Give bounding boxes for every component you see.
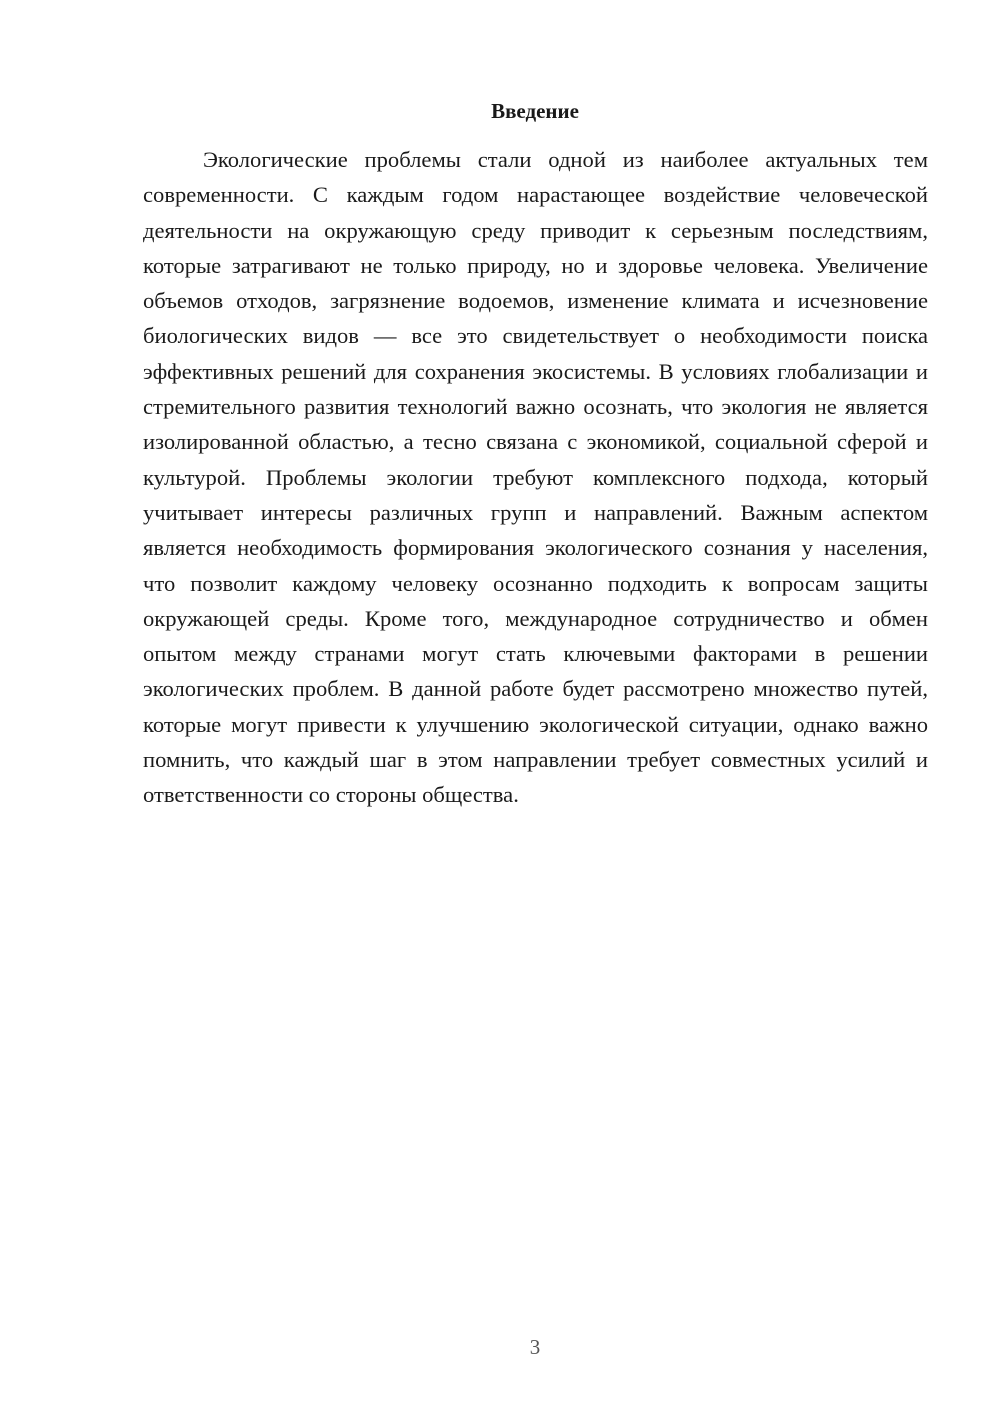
- page-number: 3: [529, 1335, 541, 1359]
- section-heading: Введение: [491, 99, 579, 123]
- body-paragraph: Экологические проблемы стали одной из наиболее актуальных тем современности. С каждым годом нарастающее воздействие человеческой деятельности на окружающую среду приводит к серьезным последствиям, которые затрагивают не только природу, но и здоровье человека. Увеличение объемов отходов, загрязнение водоемов, изменение климата и исчезновение биологических видов — все это свидетельствует о необходимости поиска эффективных решений для сохранения экосистемы. В условиях глобализации и стремительного развития технологий важно осознать, что экология не является изолированной областью, а тесно связана с экономикой, социальной сферой и культурой. Проблемы экологии требуют комплексного подхода, который учитывает интересы различных групп и направлений. Важным аспектом является необходимость формирования экологического сознания у населения, что позволит каждому человеку осознанно подходить к вопросам защиты окружающей среды. Кроме того, международное сотрудничество и обмен опытом между странами могут стать ключевыми факторами в решении экологических проблем. В данной работе будет рассмотрено множество путей, которые могут привести к улучшению экологической ситуации, однако важно помнить, что каждый шаг в этом направлении требует совместных усилий и ответственности со стороны общества.: [143, 147, 928, 808]
